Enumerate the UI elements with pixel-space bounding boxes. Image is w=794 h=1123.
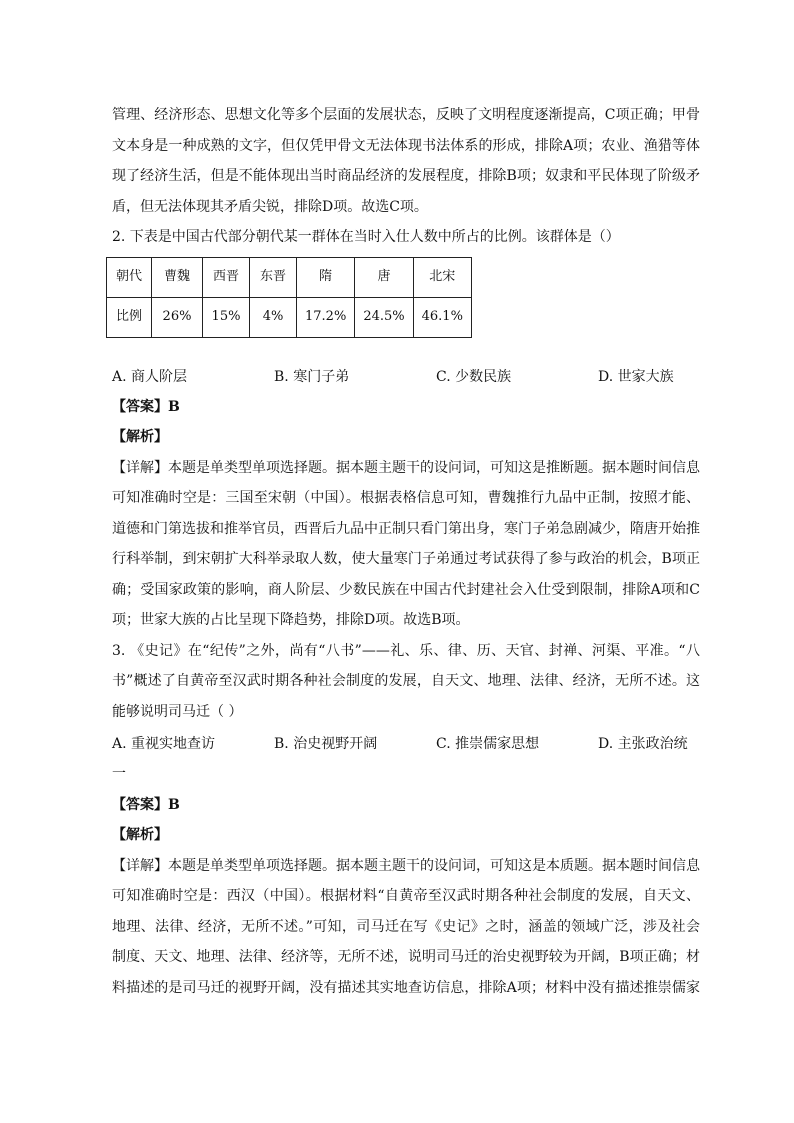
text-line: 文本身是一种成熟的文字，但仅凭甲骨文无法体现书法体系的形成，排除A项；农业、渔猎等体 [112,137,700,154]
table-cell: 曹魏 [152,257,203,297]
analysis-label: 【解析】 [112,429,168,445]
q1-analysis-continuation [112,100,700,222]
option-b: B. 寒门子弟 [274,368,350,385]
analysis-label: 【解析】 [112,827,168,843]
option-a: A. 重视实地查访 [112,736,216,752]
question-3 [112,636,700,1004]
detail-explanation [112,851,700,1004]
text-line: 道德和门第选拔和推举官员，西晋后九品中正制只看门第出身，寒门子弟急剧减少，隋唐开始推 [112,520,700,537]
table-cell: 西晋 [203,257,250,297]
table-row [107,297,472,337]
table-cell: 17.2% [297,297,355,337]
question-2 [112,222,700,636]
answer-options [112,729,700,759]
text-line: 可知准确时空是：三国至宋朝（中国）。根据表格信息可知，曹魏推行九品中正制，按照才能、 [112,490,700,506]
text-line: 【详解】本题是单类型单项选择题。据本题主题干的设问词，可知这是推断题。据本题时间信息 [112,459,700,476]
text-line: 制度、天文、地理、法律、经济等，无所不述，说明司马迁的治史视野较为开阔，B项正确；材 [112,949,700,965]
table-cell: 唐 [355,257,413,297]
text-line: 管理、经济形态、思想文化等多个层面的发展状态，反映了文明程度逐渐提高，C项正确；甲骨 [112,107,700,123]
document-body [112,100,700,1003]
option-b: B. 治史视野开阔 [274,736,378,752]
table-cell: 比例 [107,297,152,337]
option-a: A. 商人阶层 [112,368,188,385]
table-cell: 东晋 [250,257,297,297]
table-cell: 26% [152,297,203,337]
question-stem: 2. 下表是中国古代部分朝代某一群体在当时入仕人数中所占的比例。该群体是（） [112,229,620,245]
question-stem: 能够说明司马迁（ ） [112,703,243,720]
table-row [107,257,472,297]
option-c: C. 少数民族 [436,368,512,385]
table-cell: 24.5% [355,297,413,337]
answer-line: 【答案】B [112,398,180,415]
question-stem: 3. 《史记》在“纪传”之外，尚有“八书”——礼、乐、律、历、天官、封禅、河渠、平准。“八 [112,642,700,659]
table-cell: 朝代 [107,257,152,297]
answer-line: 【答案】B [112,796,180,813]
data-table [106,257,472,338]
option-d: D. 主张政治统 [598,736,688,752]
table-cell: 46.1% [413,297,471,337]
text-line: 可知准确时空是：西汉（中国）。根据材料“自黄帝至汉武时期各种社会制度的发展，自天文、 [112,888,700,904]
option-c: C. 推崇儒家思想 [436,736,540,752]
table-cell: 4% [250,297,297,337]
table-cell: 隋 [297,257,355,297]
text-line: 地理、法律、经济，无所不述。”可知，司马迁在写《史记》之时，涵盖的领域广泛，涉及社会 [112,918,700,935]
table-cell: 北宋 [413,257,471,297]
text-line: 行科举制，到宋朝扩大科举录取人数，使大量寒门子弟通过考试获得了参与政治的机会，B项正 [112,551,700,567]
question-stem: 书”概述了自黄帝至汉武时期各种社会制度的发展，自天文、地理、法律、经济，无所不述。这 [112,673,700,689]
detail-explanation [112,453,700,636]
text-line: 现了经济生活，但是不能体现出当时商品经济的发展程度，排除B项；奴隶和平民体现了阶级矛 [112,168,700,184]
text-line: 确；受国家政策的影响，商人阶层、少数民族在中国古代封建社会入仕受到限制，排除A项和C [112,581,700,598]
answer-options [112,362,700,392]
text-line: 项；世家大族的占比呈现下降趋势，排除D项。故选B项。 [112,612,470,628]
table-cell: 15% [203,297,250,337]
option-wrap-text: 一 [112,766,126,782]
text-line: 盾，但无法体现其矛盾尖锐，排除D项。故选C项。 [112,198,428,215]
text-line: 【详解】本题是单类型单项选择题。据本题主题干的设问词，可知这是本质题。据本题时间信息 [112,857,700,874]
option-d: D. 世家大族 [598,368,674,385]
text-line: 料描述的是司马迁的视野开阔，没有描述其实地查访信息，排除A项；材料中没有描述推崇儒家 [112,979,700,996]
